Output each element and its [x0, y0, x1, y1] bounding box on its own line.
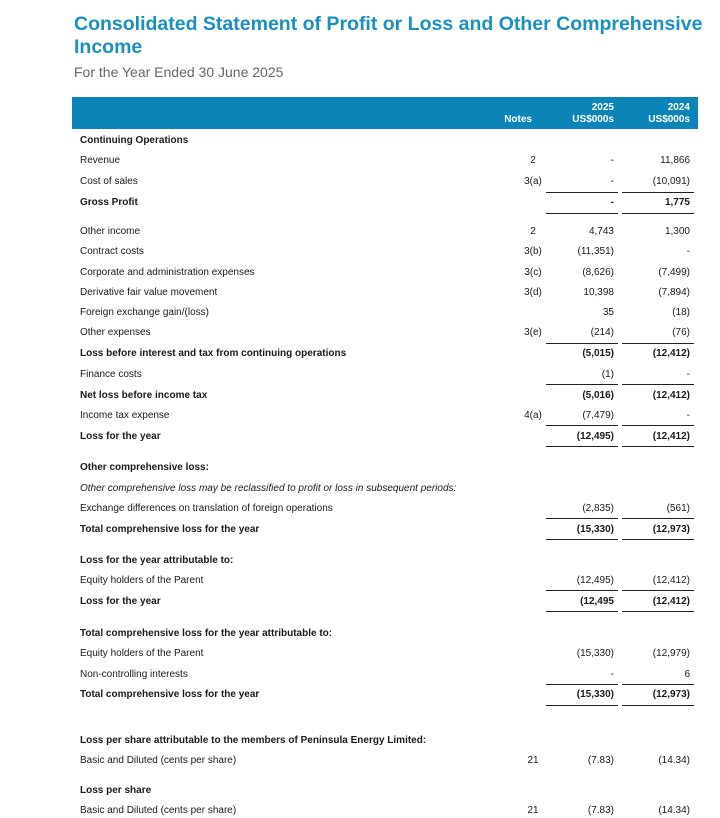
table-row	[80, 626, 700, 641]
row-value-2025: (5,016)	[582, 390, 614, 401]
row-value-2025: (2,835)	[582, 503, 614, 514]
row-label: Loss for the year	[80, 596, 161, 607]
table-row	[80, 573, 700, 588]
header-2024-unit: US$000s	[648, 114, 690, 125]
page-subtitle: For the Year Ended 30 June 2025	[74, 64, 284, 80]
row-value-2025: (12,495	[580, 596, 614, 607]
row-value-2025: (214)	[590, 327, 614, 338]
row-value-2024: 1,300	[664, 226, 690, 237]
row-value-2024: -	[686, 246, 690, 257]
row-value-2025: (7.83)	[587, 755, 614, 766]
table-row	[80, 244, 700, 259]
total-line	[622, 611, 694, 612]
row-value-2025: (12,495)	[576, 431, 614, 442]
row-note: 2	[530, 155, 536, 166]
table-row	[80, 195, 700, 210]
row-note: 3(e)	[524, 327, 542, 338]
row-label: Basic and Diluted (cents per share)	[80, 755, 237, 766]
row-label: Derivative fair value movement	[80, 287, 218, 298]
table-row	[80, 224, 700, 239]
row-value-2025: (5,015)	[582, 348, 614, 359]
row-value-2024: (7,499)	[658, 267, 690, 278]
row-value-2024: (12,412)	[652, 575, 690, 586]
subtotal-line	[622, 384, 694, 385]
row-label: Loss for the year attributable to:	[80, 555, 234, 566]
row-value-2024: (12,412)	[652, 596, 690, 607]
row-value-2024: 1,775	[664, 197, 690, 208]
row-note: 4(a)	[524, 410, 542, 421]
total-line	[546, 705, 618, 706]
page-title: Consolidated Statement of Profit or Loss and Other Comprehensive Income	[74, 13, 703, 58]
row-label: Other comprehensive loss may be reclassified to profit or loss in subsequent periods:	[80, 483, 457, 494]
subtotal-line	[546, 192, 618, 193]
row-label: Other expenses	[80, 327, 151, 338]
row-value-2024: -	[686, 369, 690, 380]
table-row	[80, 783, 700, 798]
subtotal-line	[546, 343, 618, 344]
total-line	[546, 213, 618, 214]
row-value-2024: (7,894)	[658, 287, 690, 298]
table-row	[80, 408, 700, 423]
row-label: Income tax expense	[80, 410, 170, 421]
row-value-2025: (15,330)	[576, 648, 614, 659]
total-line	[622, 539, 694, 540]
subtotal-line	[622, 518, 694, 519]
table-row	[80, 646, 700, 661]
row-value-2025: -	[610, 155, 614, 166]
table-row	[80, 522, 700, 537]
header-2025-unit: US$000s	[572, 114, 614, 125]
table-row	[80, 803, 700, 818]
row-note: 3(a)	[524, 176, 542, 187]
subtotal-line	[622, 343, 694, 344]
table-header	[72, 97, 698, 129]
row-note: 21	[527, 755, 539, 766]
subtotal-line	[622, 425, 694, 426]
row-value-2025: 4,743	[588, 226, 614, 237]
row-label: Total comprehensive loss for the year	[80, 524, 260, 535]
row-value-2024: (12,412)	[652, 348, 690, 359]
subtotal-line	[546, 425, 618, 426]
row-label: Gross Profit	[80, 197, 138, 208]
total-line	[622, 446, 694, 447]
table-row	[80, 174, 700, 189]
table-row	[80, 687, 700, 702]
table-row	[80, 553, 700, 568]
row-value-2024: 11,866	[660, 155, 690, 166]
header-2025-year: 2025	[591, 102, 614, 113]
subtotal-line	[546, 684, 618, 685]
row-label: Corporate and administration expenses	[80, 267, 255, 278]
header-notes: Notes	[504, 114, 532, 125]
row-label: Loss before interest and tax from continuing operations	[80, 348, 347, 359]
row-value-2024: (12,412)	[652, 390, 690, 401]
table-row	[80, 594, 700, 609]
row-value-2024: (14.34)	[658, 805, 690, 816]
row-label: Other income	[80, 226, 141, 237]
row-label: Foreign exchange gain/(loss)	[80, 307, 209, 318]
subtotal-line	[622, 684, 694, 685]
row-value-2024: (18)	[672, 307, 690, 318]
table-row	[80, 305, 700, 320]
total-line	[546, 611, 618, 612]
row-note: 3(b)	[524, 246, 542, 257]
row-label: Non-controlling interests	[80, 669, 188, 680]
table-row	[80, 753, 700, 768]
row-value-2025: (12,495)	[576, 575, 614, 586]
table-row	[80, 667, 700, 682]
row-value-2024: (12,412)	[652, 431, 690, 442]
row-value-2024: (14.34)	[658, 755, 690, 766]
row-note: 21	[527, 805, 539, 816]
row-label: Total comprehensive loss for the year attributable to:	[80, 628, 333, 639]
total-line	[622, 705, 694, 706]
row-label: Continuing Operations	[80, 135, 189, 146]
subtotal-line	[546, 590, 618, 591]
row-value-2024: (76)	[672, 327, 690, 338]
row-note: 3(c)	[524, 267, 542, 278]
table-row	[80, 153, 700, 168]
row-value-2025: -	[610, 176, 614, 187]
total-line	[546, 539, 618, 540]
table-row	[80, 265, 700, 280]
row-label: Other comprehensive loss:	[80, 462, 209, 473]
table-row	[80, 429, 700, 444]
row-value-2025: (1)	[601, 369, 614, 380]
table-row	[80, 733, 700, 748]
row-label: Loss per share attributable to the members of Peninsula Energy Limited:	[80, 735, 427, 746]
table-row	[80, 481, 700, 496]
subtotal-line	[622, 192, 694, 193]
row-label: Basic and Diluted (cents per share)	[80, 805, 237, 816]
row-value-2024: 6	[684, 669, 690, 680]
row-value-2024: (10,091)	[652, 176, 690, 187]
row-label: Exchange differences on translation of foreign operations	[80, 503, 333, 514]
row-label: Loss per share	[80, 785, 152, 796]
row-value-2024: (12,979)	[652, 648, 690, 659]
row-label: Revenue	[80, 155, 121, 166]
row-note: 2	[530, 226, 536, 237]
subtotal-line	[546, 384, 618, 385]
row-value-2025: -	[610, 669, 614, 680]
row-label: Total comprehensive loss for the year	[80, 689, 260, 700]
row-label: Equity holders of the Parent	[80, 575, 204, 586]
row-value-2025: (11,351)	[577, 246, 614, 257]
row-value-2024: (12,973)	[652, 689, 690, 700]
row-value-2025: (7,479)	[582, 410, 614, 421]
table-row	[80, 388, 700, 403]
row-label: Equity holders of the Parent	[80, 648, 204, 659]
total-line	[546, 446, 618, 447]
row-value-2025: (15,330)	[576, 524, 614, 535]
table-row	[80, 285, 700, 300]
row-value-2024: (12,973)	[652, 524, 690, 535]
row-note: 3(d)	[524, 287, 542, 298]
table-row	[80, 133, 700, 148]
row-value-2024: -	[686, 410, 690, 421]
total-line	[622, 213, 694, 214]
row-value-2025: -	[610, 197, 614, 208]
header-2024-year: 2024	[667, 102, 690, 113]
subtotal-line	[622, 590, 694, 591]
row-label: Net loss before income tax	[80, 390, 208, 401]
subtotal-line	[546, 518, 618, 519]
row-value-2025: (8,626)	[582, 267, 614, 278]
row-value-2025: (7.83)	[587, 805, 614, 816]
row-label: Finance costs	[80, 369, 142, 380]
row-value-2024: (561)	[666, 503, 690, 514]
row-label: Contract costs	[80, 246, 144, 257]
row-value-2025: (15,330)	[576, 689, 614, 700]
table-row	[80, 325, 700, 340]
row-value-2025: 35	[602, 307, 614, 318]
table-row	[80, 346, 700, 361]
row-label: Loss for the year	[80, 431, 161, 442]
table-row	[80, 367, 700, 382]
table-row	[80, 460, 700, 475]
row-label: Cost of sales	[80, 176, 138, 187]
table-row	[80, 501, 700, 516]
row-value-2025: 10,398	[583, 287, 614, 298]
